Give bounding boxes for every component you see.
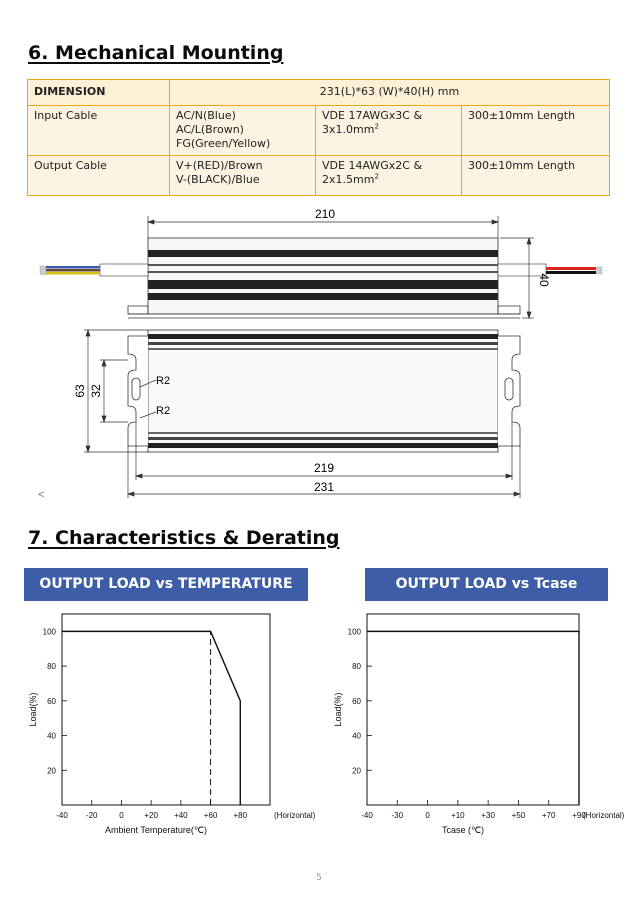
plot-frame xyxy=(367,614,579,805)
x-tick-label: 0 xyxy=(119,811,124,820)
chart-banner-temperature: OUTPUT LOAD vs TEMPERATURE xyxy=(24,568,308,601)
x-tick-label: -30 xyxy=(391,811,404,820)
output-wires xyxy=(546,267,602,274)
y-tick-label: 100 xyxy=(42,627,56,637)
dimension-height-label: 40 xyxy=(537,273,551,287)
derating-chart-tcase xyxy=(325,605,635,845)
y-tick-label: 100 xyxy=(347,627,361,637)
x-tick-label: +60 xyxy=(203,811,218,820)
wire-label: V+(RED)/Brown xyxy=(176,159,263,172)
y-axis-label: Load(%) xyxy=(333,692,343,727)
derating-chart-temperature xyxy=(20,605,320,845)
x-axis-label: Ambient Temperature(℃) xyxy=(105,825,207,835)
dimension-spec-table xyxy=(27,79,610,196)
stray-mark: < xyxy=(38,489,45,501)
x-tick-label: 0 xyxy=(425,811,430,820)
y-tick-label: 80 xyxy=(47,662,56,672)
y-tick-label: 20 xyxy=(47,766,56,776)
cable-spec-main: VDE 14AWGx2C & xyxy=(322,159,423,172)
x-tick-label: -40 xyxy=(361,811,373,820)
dimension-overall-label: 231 xyxy=(313,480,335,494)
x-tick-label: +40 xyxy=(174,811,188,820)
cable-spec-main: VDE 17AWGx3C & xyxy=(322,109,423,122)
input-wires xyxy=(40,266,100,275)
wire-label: AC/L(Brown) xyxy=(176,123,244,136)
cable-spec-sub xyxy=(322,173,455,187)
x-tick-label: -20 xyxy=(85,811,98,820)
x-axis-suffix: (Horizontal) xyxy=(274,811,316,820)
radius-label-lower: R2 xyxy=(156,405,171,417)
cable-spec-exponent: 2 xyxy=(374,172,379,181)
y-tick-label: 20 xyxy=(352,766,361,776)
cable-spec-area: 3x1.0mm xyxy=(322,123,375,136)
section-title-characteristics: 7. Characteristics & Derating xyxy=(28,527,340,549)
x-tick-label: +20 xyxy=(144,811,158,820)
section-title-mechanical-mounting: 6. Mechanical Mounting xyxy=(28,42,284,64)
cable-spec-exponent: 2 xyxy=(374,122,379,131)
cable-length: 300±10mm Length xyxy=(462,156,610,196)
x-tick-label: +90 xyxy=(572,811,586,820)
dimension-hole-label: 32 xyxy=(89,384,103,398)
cable-spec-sub xyxy=(322,123,455,137)
dimension-row xyxy=(28,80,610,106)
mechanical-drawing xyxy=(0,200,638,510)
y-tick-label: 60 xyxy=(352,696,361,706)
side-view xyxy=(100,238,546,318)
cable-spec xyxy=(316,156,462,196)
x-tick-label: -40 xyxy=(56,811,68,820)
x-tick-label: +50 xyxy=(511,811,526,820)
x-tick-label: +70 xyxy=(541,811,556,820)
page-number: 5 xyxy=(316,873,322,883)
cable-wires xyxy=(170,106,316,156)
y-tick-label: 60 xyxy=(47,696,56,706)
y-tick-label: 40 xyxy=(47,731,56,741)
table-row xyxy=(28,106,610,156)
x-axis-label: Tcase (℃) xyxy=(441,825,485,835)
x-tick-label: +10 xyxy=(451,811,465,820)
chart-banner-tcase: OUTPUT LOAD vs Tcase xyxy=(365,568,608,601)
y-tick-label: 80 xyxy=(352,662,361,672)
cable-spec-area: 2x1.5mm xyxy=(322,173,375,186)
plot-frame xyxy=(62,614,270,805)
y-tick-label: 40 xyxy=(352,731,361,741)
dimension-top-label: 210 xyxy=(314,207,336,221)
radius-label-upper: R2 xyxy=(156,375,171,387)
cable-length: 300±10mm Length xyxy=(462,106,610,156)
cable-name: Input Cable xyxy=(28,106,170,156)
x-tick-label: +80 xyxy=(233,811,248,820)
x-axis-suffix: (Horizontal) xyxy=(583,811,625,820)
dimension-inner-label: 219 xyxy=(313,461,335,475)
table-row xyxy=(28,156,610,196)
dimension-value: 231(L)*63 (W)*40(H) mm xyxy=(170,80,610,106)
cable-wires xyxy=(170,156,316,196)
series-line xyxy=(62,631,240,805)
wire-label: FG(Green/Yellow) xyxy=(176,137,271,150)
top-view xyxy=(128,330,520,452)
wire-label: V-(BLACK)/Blue xyxy=(176,173,260,186)
x-tick-label: +30 xyxy=(481,811,495,820)
y-axis-label: Load(%) xyxy=(28,692,38,727)
cable-name: Output Cable xyxy=(28,156,170,196)
wire-label: AC/N(Blue) xyxy=(176,109,236,122)
series-line xyxy=(367,631,579,805)
cable-spec xyxy=(316,106,462,156)
dimension-label: DIMENSION xyxy=(28,80,170,106)
dimension-width-label: 63 xyxy=(73,384,87,398)
